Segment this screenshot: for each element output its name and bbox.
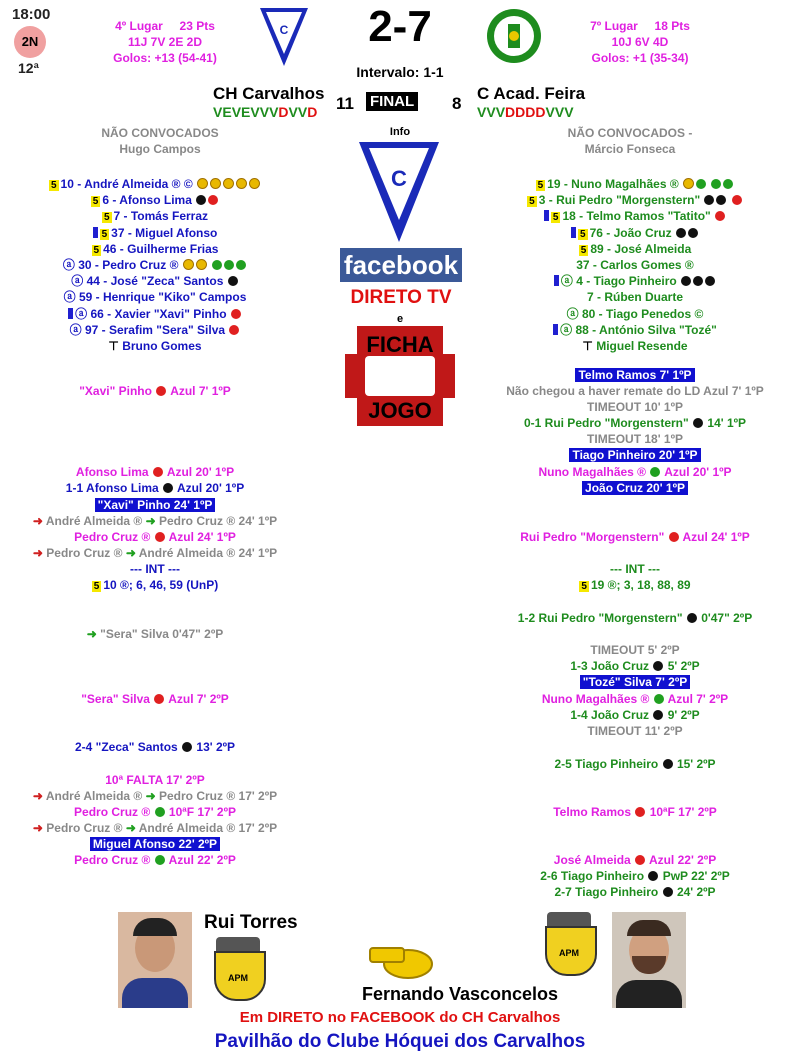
away-coach: Márcio Fonseca (584, 142, 676, 156)
apm-badge-icon (212, 937, 264, 999)
apm-label: APM (228, 973, 248, 983)
ficha-label: FICHA (366, 332, 434, 357)
event-left: Afonso Lima Azul 20' 1ºP (75, 465, 235, 479)
event-left: Pedro Cruz ® 10ªF 17' 2ºP (74, 805, 236, 819)
roster-home-6: ⓐ 30 - Pedro Cruz ® (0, 257, 310, 273)
referee1-photo (118, 912, 192, 1008)
event-left: 10ª FALTA 17' 2ºP (105, 773, 205, 787)
svg-text:C: C (391, 166, 407, 191)
event-right: 2-5 Tiago Pinheiro 15' 2ºP (554, 757, 716, 771)
referee2-name: Fernando Vasconcelos (362, 984, 559, 1004)
event-right: Não chegou a haver remate do LD Azul 7' 1ºP (506, 384, 764, 398)
roster-home-4: 5 37 - Miguel Afonso (0, 225, 310, 241)
away-points: 8 (452, 94, 462, 113)
event-right: 2-7 Tiago Pinheiro 24' 2ºP (554, 885, 716, 899)
event-left: "Sera" Silva Azul 7' 2ºP (81, 692, 229, 706)
form-letter: D (525, 104, 536, 120)
round-number: 12ª (18, 60, 39, 76)
roster-home-7: ⓐ 44 - José "Zeca" Santos (0, 273, 310, 289)
roster-home-10: ⓐ 97 - Serafim "Sera" Silva (0, 322, 310, 338)
event-right: Nuno Magalhães ® Azul 20' 1ºP (538, 465, 732, 479)
and-label: e (396, 313, 404, 325)
away-roster (470, 176, 800, 354)
form-letter: V (250, 104, 260, 120)
home-coach: Hugo Campos (119, 142, 201, 156)
home-crest-icon (258, 6, 310, 68)
form-letter: V (495, 104, 506, 120)
referee2-photo (612, 912, 686, 1008)
roster-away-10: ⓐ 88 - António Silva "Tozé" (470, 322, 800, 338)
info-label[interactable]: Info (389, 126, 411, 138)
home-form (213, 104, 317, 120)
svg-text:C: C (279, 23, 289, 37)
event-right: 1-4 João Cruz 9' 2ºP (570, 708, 700, 722)
whistle-icon (366, 940, 436, 980)
event-right: Telmo Ramos 7' 1ºP (470, 368, 800, 382)
roster-home-9: ⓐ 66 - Xavier "Xavi" Pinho (0, 306, 310, 322)
roster-home-2: 5 6 - Afonso Lima (0, 192, 310, 208)
match-time: 18:00 (12, 6, 51, 23)
event-left: 5 10 ®; 6, 46, 59 (UnP) (93, 578, 219, 592)
event-right: João Cruz 20' 1ºP (470, 481, 800, 495)
footer-live-note[interactable]: Em DIRETO no FACEBOOK do CH Carvalhos (239, 1009, 561, 1026)
venue-name: Pavilhão do Clube Hóquei dos Carvalhos (214, 1031, 586, 1052)
halftime-score: Intervalo: 1-1 (356, 64, 444, 80)
form-letter: V (297, 104, 308, 120)
form-letter: V (486, 104, 496, 120)
event-left: ➜ Pedro Cruz ® ➜ André Almeida ® 17' 2ºP (32, 821, 278, 835)
apm-label: APM (559, 948, 579, 958)
form-letter: D (307, 104, 318, 120)
match-status: FINAL (366, 92, 418, 111)
event-left: ➜ André Almeida ® ➜ Pedro Cruz ® 17' 2ºP (32, 789, 278, 803)
event-left: ➜ "Sera" Silva 0'47" 2ºP (86, 627, 224, 641)
apm-badge-icon (543, 912, 595, 974)
facebook-logo[interactable]: facebook (340, 248, 462, 282)
event-right: Nuno Magalhães ® Azul 7' 2ºP (541, 692, 729, 706)
roster-home-3: 5 7 - Tomás Ferraz (103, 209, 209, 224)
away-form (477, 104, 574, 120)
roster-away-6: 37 - Carlos Gomes ® (576, 258, 694, 273)
form-letter: D (278, 104, 289, 120)
event-left: Pedro Cruz ® Azul 24' 1ºP (74, 530, 236, 544)
event-left: 2-4 "Zeca" Santos 13' 2ºP (74, 740, 236, 754)
home-record: 11J 7V 2E 2D (127, 35, 203, 49)
event-right: Telmo Ramos 10ªF 17' 2ºP (553, 805, 717, 819)
event-right: TIMEOUT 10' 1ºP (587, 400, 683, 414)
roster-away-3: 5 18 - Telmo Ramos "Tatito" (470, 208, 800, 224)
roster-away-4: 5 76 - João Cruz (470, 225, 800, 241)
event-right: José Almeida Azul 22' 2ºP (553, 853, 717, 867)
roster-home-11: ⊤ Bruno Gomes (108, 339, 202, 354)
form-letter: D (535, 104, 546, 120)
roster-away-9: ⓐ 80 - Tiago Penedos © (566, 306, 704, 321)
ficha-jogo-logo[interactable] (345, 326, 455, 426)
roster-away-8: 7 - Rúben Duarte (586, 290, 683, 305)
away-crest-icon (486, 6, 542, 68)
event-left: --- INT --- (130, 562, 180, 576)
form-letter: V (259, 104, 270, 120)
event-left: "Xavi" Pinho 24' 1ºP (0, 498, 310, 512)
event-right: TIMEOUT 5' 2ºP (590, 643, 680, 657)
event-left: 1-1 Afonso Lima Azul 20' 1ºP (65, 481, 245, 495)
event-right: "Tozé" Silva 7' 2ºP (470, 675, 800, 689)
form-letter: V (564, 104, 574, 120)
form-letter: D (505, 104, 516, 120)
away-team-name: C Acad. Feira (477, 84, 586, 103)
roster-away-2: 5 3 - Rui Pedro "Morgenstern" (470, 192, 800, 208)
form-letter: V (231, 104, 242, 120)
event-right: 1-2 Rui Pedro "Morgenstern" 0'47" 2ºP (517, 611, 753, 625)
home-rank: 4º Lugar 23 Pts (115, 19, 215, 33)
final-score: 2-7 (368, 2, 432, 51)
event-left: "Xavi" Pinho Azul 7' 1ºP (79, 384, 231, 398)
event-left: Pedro Cruz ® Azul 22' 2ºP (74, 853, 236, 867)
roster-away-7: ⓐ 4 - Tiago Pinheiro (470, 273, 800, 289)
event-right: Rui Pedro "Morgenstern" Azul 24' 1ºP (520, 530, 750, 544)
event-left: ➜ Pedro Cruz ® ➜ André Almeida ® 24' 1ºP (32, 546, 278, 560)
home-team-name: CH Carvalhos (213, 84, 325, 103)
roster-away-11: ⊤ Miguel Resende (582, 339, 688, 354)
roster-home-1: 5 10 - André Almeida ® © (0, 176, 310, 192)
away-rank: 7º Lugar 18 Pts (590, 19, 690, 33)
roster-away-5: 5 89 - José Almeida (580, 241, 692, 256)
event-right: TIMEOUT 11' 2ºP (587, 724, 683, 738)
home-goals: Golos: +13 (54-41) (113, 51, 217, 65)
round-badge: 2N (14, 26, 46, 58)
event-right: 0-1 Rui Pedro "Morgenstern" 14' 1ºP (523, 416, 747, 430)
home-crest-large-icon (357, 140, 441, 244)
away-goals: Golos: +1 (35-34) (591, 51, 689, 65)
event-right: 5 19 ®; 3, 18, 88, 89 (581, 578, 691, 592)
roster-away-1: 5 19 - Nuno Magalhães ® (470, 176, 800, 192)
home-roster (0, 176, 310, 354)
form-letter: V (545, 104, 555, 120)
form-letter: D (515, 104, 526, 120)
home-points: 11 (336, 94, 354, 113)
jogo-label: JOGO (368, 398, 432, 423)
home-not-called-title: NÃO CONVOCADOS (101, 126, 219, 140)
form-letter: V (288, 104, 298, 120)
form-letter: E (222, 104, 232, 120)
form-letter: V (213, 104, 223, 120)
event-left: Miguel Afonso 22' 2ºP (0, 837, 310, 851)
event-right: Tiago Pinheiro 20' 1ºP (470, 448, 800, 462)
form-letter: E (241, 104, 251, 120)
form-letter: V (554, 104, 565, 120)
away-not-called-title: NÃO CONVOCADOS - (567, 126, 693, 140)
home-standing (80, 18, 250, 66)
direto-tv-link[interactable]: DIRETO TV (350, 287, 452, 308)
roster-home-5: 5 46 - Guilherme Frias (93, 241, 219, 256)
event-left: ➜ André Almeida ® ➜ Pedro Cruz ® 24' 1ºP (32, 514, 278, 528)
away-not-called (530, 125, 730, 157)
form-letter: V (269, 104, 279, 120)
away-record: 10J 6V 4D (611, 35, 669, 49)
away-standing (555, 18, 725, 66)
event-right: 2-6 Tiago Pinheiro PwP 22' 2ºP (540, 869, 730, 883)
referee1-name: Rui Torres (204, 912, 298, 933)
event-right: TIMEOUT 18' 1ºP (587, 432, 683, 446)
home-not-called (60, 125, 260, 157)
event-right: 1-3 João Cruz 5' 2ºP (570, 659, 700, 673)
form-letter: V (477, 104, 487, 120)
event-right: --- INT --- (610, 562, 660, 576)
roster-home-8: ⓐ 59 - Henrique "Kiko" Campos (63, 290, 247, 305)
